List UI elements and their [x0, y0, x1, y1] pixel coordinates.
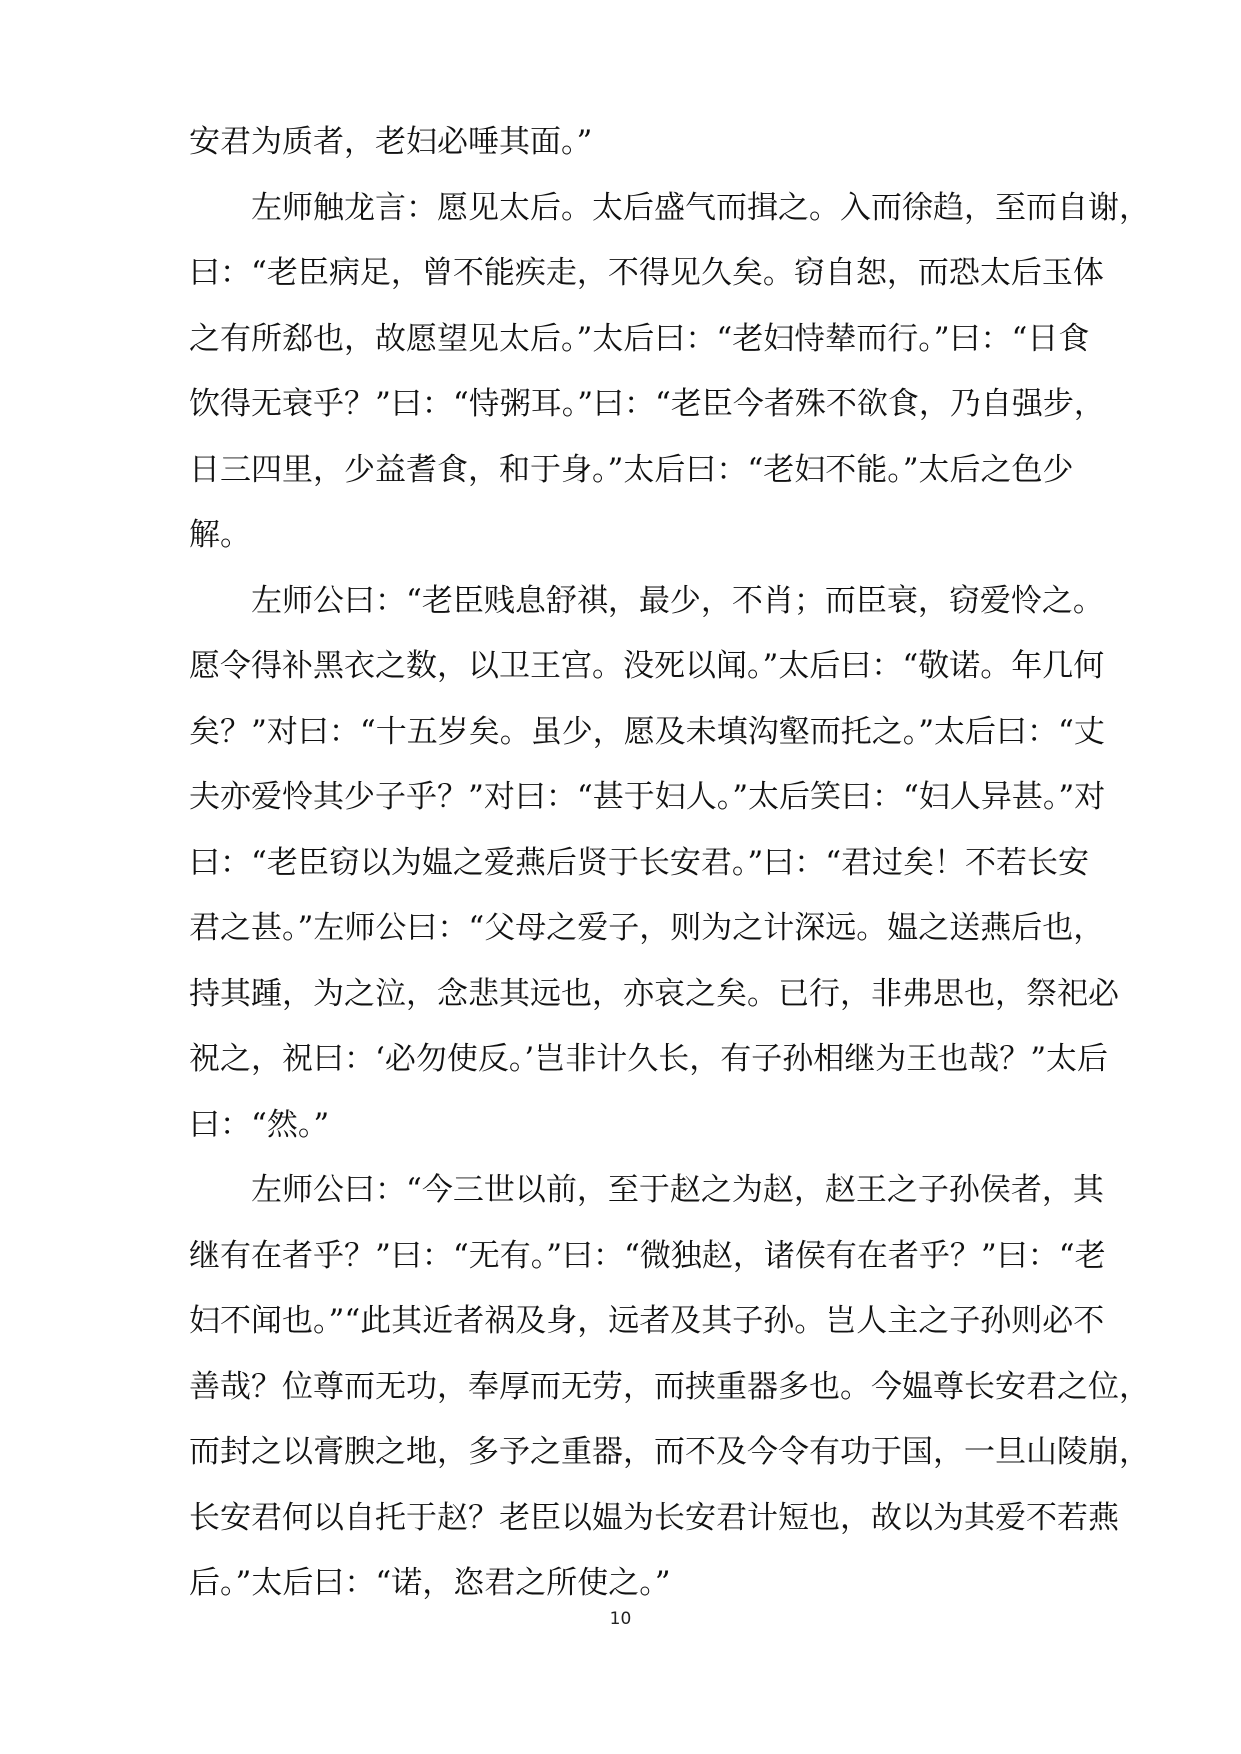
text-line: 曰：“然。”	[189, 1106, 330, 1143]
text-line: 左师公曰：“今三世以前，至于赵之为赵，赵王之子孙侯者，其	[251, 1172, 1104, 1208]
page-number: 10	[609, 1609, 632, 1629]
text-line: 而封之以膏腴之地，多予之重器，而不及今令有功于国，一旦山陵崩，	[189, 1434, 1150, 1470]
text-line: 矣？”对曰：“十五岁矣。虽少，愿及未填沟壑而托之。”太后曰：“丈	[189, 713, 1105, 750]
text-line: 愿令得补黑衣之数，以卫王宫。没死以闻。”太后曰：“敬诺。年几何	[189, 648, 1105, 684]
text-line: 继有在者乎？”曰：“无有。”曰：“微独赵，诸侯有在者乎？”曰：“老	[189, 1237, 1106, 1274]
body-text	[189, 110, 1150, 1617]
text-line: 善哉？位尊而无功，奉厚而无劳，而挟重器多也。今媪尊长安君之位，	[189, 1368, 1150, 1405]
text-line: 左师公曰：“老臣贱息舒祺，最少，不肖；而臣衰，窃爱怜之。	[251, 582, 1104, 619]
text-line: 祝之，祝曰：‘必勿使反。’岂非计久长，有子孙相继为王也哉？”太后	[189, 1041, 1109, 1077]
text-line: 曰：“老臣病足，曾不能疾走，不得见久矣。窃自恕，而恐太后玉体	[189, 255, 1104, 291]
text-line: 饮得无衰乎？”曰：“恃粥耳。”曰：“老臣今者殊不欲食，乃自强步，	[189, 386, 1105, 422]
text-line: 解。	[189, 517, 251, 553]
text-line: 君之甚。”左师公曰：“父母之爱子，则为之计深远。媪之送燕后也，	[189, 910, 1105, 946]
text-line: 之有所郄也，故愿望见太后。”太后曰：“老妇恃辇而行。”曰：“日食	[189, 320, 1090, 357]
text-line: 妇不闻也。”“此其近者祸及身，远者及其子孙。岂人主之子孙则必不	[189, 1303, 1105, 1339]
text-line: 左师触龙言：愿见太后。太后盛气而揖之。入而徐趋，至而自谢，	[251, 189, 1150, 226]
text-line: 夫亦爱怜其少子乎？”对曰：“甚于妇人。”太后笑曰：“妇人异甚。”对	[189, 779, 1106, 815]
text-line: 曰：“老臣窃以为媪之爱燕后贤于长安君。”曰：“君过矣！不若长安	[189, 844, 1090, 881]
text-line: 安君为质者，老妇必唾其面。”	[189, 124, 593, 160]
text-line: 持其踵，为之泣，念悲其远也，亦哀之矣。已行，非弗思也，祭祀必	[189, 975, 1119, 1012]
text-line: 长安君何以自托于赵？老臣以媪为长安君计短也，故以为其爱不若燕	[189, 1499, 1119, 1536]
text-line: 日三四里，少益耆食，和于身。”太后曰：“老妇不能。”太后之色少	[189, 451, 1074, 488]
text-line: 后。”太后曰：“诺，恣君之所使之。”	[189, 1565, 671, 1601]
